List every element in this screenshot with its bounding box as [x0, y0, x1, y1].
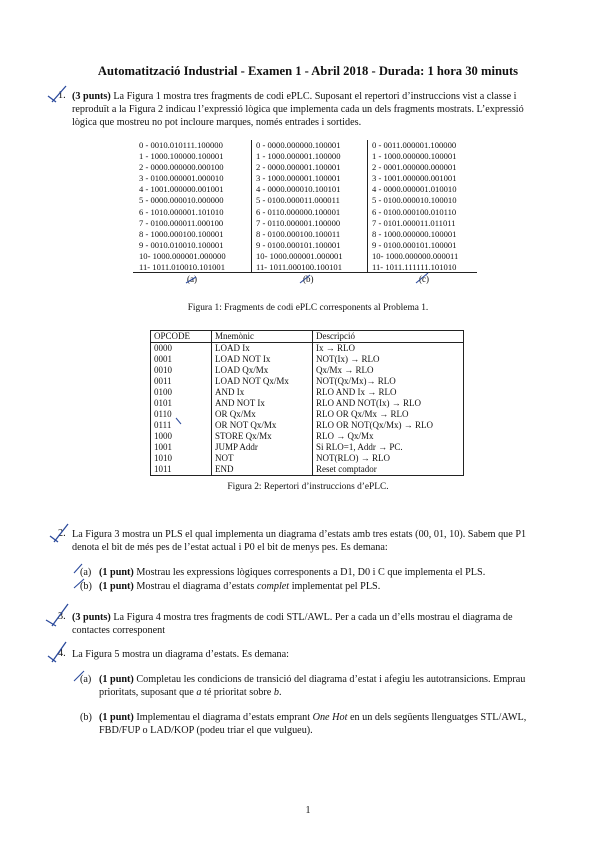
code-line: 10- 1000.000001.000001 — [256, 250, 343, 261]
problem-2a-points: (1 punt) — [99, 567, 134, 578]
code-line: 2 - 0000.000001.100001 — [256, 162, 341, 173]
code-line: 8 - 0100.000100.100011 — [256, 228, 341, 239]
code-line: 7 - 0101.000011.011011 — [372, 217, 456, 228]
description-cell: Ix → RLO — [313, 343, 464, 355]
mnemonic-cell: STORE Qx/Mx — [212, 431, 313, 442]
problem-4a-line-2-start: prioritats, suposant que — [99, 687, 197, 698]
problem-1-line-1: La Figura 1 mostra tres fragments de codi ePLC. Suposant el repertori d’instruccions vist a classe i — [113, 91, 517, 102]
code-line: 4 - 0000.000010.100101 — [256, 184, 341, 195]
code-line: 5 - 0000.000010.000000 — [139, 195, 224, 206]
problem-4a-points: (1 punt) — [99, 674, 134, 685]
problem-4-intro: La Figura 5 mostra un diagrama d’estats. Es demana: — [72, 649, 289, 660]
code-line: 1 - 1000.000000.100001 — [372, 151, 457, 162]
problem-1-number: 1. — [58, 90, 66, 101]
code-line: 3 - 0100.000001.000010 — [139, 173, 224, 184]
column-header-opcode: OPCODE — [151, 331, 212, 343]
problem-2b-body-start: Mostrau el diagrama d’estats — [136, 581, 257, 592]
problem-2-line-2: denota el bit de més pes de l’estat actual i P0 el bit de menys pes. Es demana: — [72, 542, 388, 553]
code-line: 6 - 0100.000100.010110 — [372, 206, 457, 217]
figure-1-caption: Figura 1: Fragments de codi ePLC corresponents al Problema 1. — [187, 303, 429, 313]
fragment-c-label: (c) — [419, 274, 429, 284]
checkmark-icon — [74, 564, 82, 573]
checkmark-icon — [416, 273, 428, 283]
checkmark-icon — [48, 642, 66, 662]
code-line: 11- 1011.111111.101010 — [372, 262, 457, 273]
code-line: 0 - 0011.000001.100000 — [372, 140, 457, 150]
code-line: 5 - 0100.000010.100010 — [372, 195, 457, 206]
column-header-mnemonic: Mnemònic — [212, 331, 313, 343]
checkmark-icon — [46, 604, 68, 626]
mnemonic-cell: LOAD NOT Ix — [212, 354, 313, 365]
checkmark-icon — [50, 524, 68, 542]
mnemonic-cell: AND Ix — [212, 387, 313, 398]
mnemonic-cell: OR NOT Qx/Mx — [212, 420, 313, 431]
problem-3-body: La Figura 4 mostra tres fragments de codi STL/AWL. Per a cada un d’ells mostrau el diagrama de — [113, 612, 513, 623]
opcode-cell: 1010 — [151, 453, 212, 464]
problem-1-line-2: reproduït a la Figura 2 indicau l’expressió lògica que implementa cada un dels fragments mostrats. L’expressió — [72, 104, 524, 115]
code-line: 4 - 0000.000001.010010 — [372, 184, 457, 195]
problem-1-line-3: lògica que mostreu no pot incloure marques, només entrades i sortides. — [72, 117, 362, 128]
problem-2-number: 2. — [58, 528, 66, 539]
opcode-cell: 1011 — [151, 464, 212, 476]
code-line: 10- 1000.000000.000011 — [372, 250, 459, 261]
checkmark-icon — [300, 275, 310, 283]
problem-4a-line-2-mid: té prioritat sobre — [201, 687, 274, 698]
code-line: 9 - 0100.000101.100001 — [256, 239, 341, 250]
mnemonic-cell: LOAD NOT Qx/Mx — [212, 376, 313, 387]
problem-2b-body-end: implementat pel PLS. — [289, 581, 381, 592]
code-line: 7 - 0110.000001.100000 — [256, 217, 341, 228]
code-line: 6 - 0110.000000.100001 — [256, 206, 341, 217]
code-line: 11- 1011.010010.101001 — [139, 262, 226, 273]
checkmark-icon — [48, 86, 66, 102]
mnemonic-cell: OR Qx/Mx — [212, 409, 313, 420]
description-cell: RLO OR Qx/Mx → RLO — [313, 409, 464, 420]
problem-2b-emphasis: complet — [256, 581, 290, 592]
code-line: 9 - 0010.010010.100001 — [139, 239, 224, 250]
code-line: 4 - 1001.000000.001001 — [139, 184, 224, 195]
mnemonic-cell: NOT — [212, 453, 313, 464]
one-hot-term: One Hot — [312, 712, 348, 723]
code-line: 5 - 0100.000011.000011 — [256, 195, 340, 206]
problem-3-line-2: contactes corresponent — [72, 625, 166, 636]
opcode-cell: 0010 — [151, 365, 212, 376]
description-cell: Qx/Mx → RLO — [313, 365, 464, 376]
description-cell: NOT(RLO) → RLO — [313, 453, 464, 464]
problem-4b-line-1-start: Implementau el diagrama d’estats emprant — [136, 712, 313, 723]
description-cell: RLO AND NOT(Ix) → RLO — [313, 398, 464, 409]
opcode-cell: 0001 — [151, 354, 212, 365]
code-line: 1 - 1000.000001.100000 — [256, 151, 341, 162]
description-cell: Si RLO=1, Addr → PC. — [313, 442, 464, 453]
code-line: 10- 1000.000001.000000 — [139, 250, 226, 261]
code-line: 9 - 0100.000101.100001 — [372, 239, 457, 250]
code-line: 2 - 0001.000000.000001 — [372, 162, 457, 173]
page-title: Automatització Industrial - Examen 1 - Abril 2018 - Durada: 1 hora 30 minuts — [97, 64, 519, 78]
code-line: 6 - 1010.000001.101010 — [139, 206, 224, 217]
code-line: 0 - 0010.010111.100000 — [139, 140, 223, 150]
mnemonic-cell: END — [212, 464, 313, 476]
code-line: 8 - 1000.000100.100001 — [139, 228, 224, 239]
description-cell: Reset comptador — [313, 464, 464, 476]
checkmark-icon — [176, 418, 181, 424]
problem-4b-line-2: FBD/FUP o LAD/KOP (podeu triar el que vulgueu). — [99, 725, 313, 736]
problem-2a-label: (a) — [80, 567, 92, 578]
problem-2b-label: (b) — [80, 581, 92, 592]
problem-2b-points: (1 punt) — [99, 581, 134, 592]
mnemonic-cell: AND NOT Ix — [212, 398, 313, 409]
figure-2-caption: Figura 2: Repertori d’instruccions d’ePLC. — [227, 482, 389, 492]
code-line: 0 - 0000.000000.100001 — [256, 140, 341, 150]
fragment-b-label: (b) — [303, 274, 314, 284]
description-cell: NOT(Ix) → RLO — [313, 354, 464, 365]
opcode-cell: 0100 — [151, 387, 212, 398]
problem-3-points: (3 punts) — [72, 612, 111, 623]
code-line: 8 - 1000.000000.100001 — [372, 228, 457, 239]
problem-4a-body: Completau les condicions de transició del diagrama d’estat i afegiu les autotransicions. Emprau — [136, 674, 526, 685]
problem-3-number: 3. — [58, 611, 66, 622]
opcode-cell: 0110 — [151, 409, 212, 420]
code-line: 11- 1011.000100.100101 — [256, 262, 343, 273]
opcode-cell: 0111 — [151, 420, 212, 431]
problem-2-line-1: La Figura 3 mostra un PLS el qual implementa un diagrama d’estats amb tres estats (00, 01, 10). Sabem que P1 — [72, 529, 527, 540]
mnemonic-cell: JUMP Addr — [212, 442, 313, 453]
opcode-cell: 0011 — [151, 376, 212, 387]
mnemonic-cell: LOAD Ix — [212, 343, 313, 355]
problem-1-points: (3 punts) — [72, 91, 111, 102]
checkmark-icon — [74, 579, 84, 588]
description-cell: NOT(Qx/Mx)→ RLO — [313, 376, 464, 387]
page-number: 1 — [305, 805, 311, 816]
opcode-cell: 1000 — [151, 431, 212, 442]
problem-2a-body: Mostrau les expressions lògiques corresponents a D1, D0 i C que implementa el PLS. — [136, 567, 486, 578]
code-line: 3 - 1000.000001.100001 — [256, 173, 341, 184]
description-cell: RLO AND Ix → RLO — [313, 387, 464, 398]
code-line: 1 - 1000.100000.100001 — [139, 151, 224, 162]
checkmark-icon — [74, 671, 84, 681]
checkmark-icon — [186, 277, 196, 283]
code-line: 2 - 0000.000000.000100 — [139, 162, 224, 173]
fragment-a-label: (a) — [187, 274, 197, 284]
code-line: 7 - 0100.000011.000100 — [139, 217, 224, 228]
variable-a: a — [196, 687, 202, 698]
variable-b: b — [273, 687, 279, 698]
description-cell: RLO → Qx/Mx — [313, 431, 464, 442]
opcode-cell: 0000 — [151, 343, 212, 355]
problem-4b-points: (1 punt) — [99, 712, 134, 723]
problem-4b-label: (b) — [80, 712, 92, 723]
opcode-cell: 1001 — [151, 442, 212, 453]
description-cell: RLO OR NOT(Qx/Mx) → RLO — [313, 420, 464, 431]
opcode-cell: 0101 — [151, 398, 212, 409]
problem-4-number: 4. — [58, 648, 66, 659]
code-line: 3 - 1001.000000.001001 — [372, 173, 457, 184]
problem-4a-line-2-end: . — [278, 687, 282, 698]
column-header-description: Descripció — [313, 331, 464, 343]
problem-4b-line-1-end: en un dels següents llenguatges STL/AWL, — [347, 712, 527, 723]
mnemonic-cell: LOAD Qx/Mx — [212, 365, 313, 376]
problem-4a-label: (a) — [80, 674, 92, 685]
